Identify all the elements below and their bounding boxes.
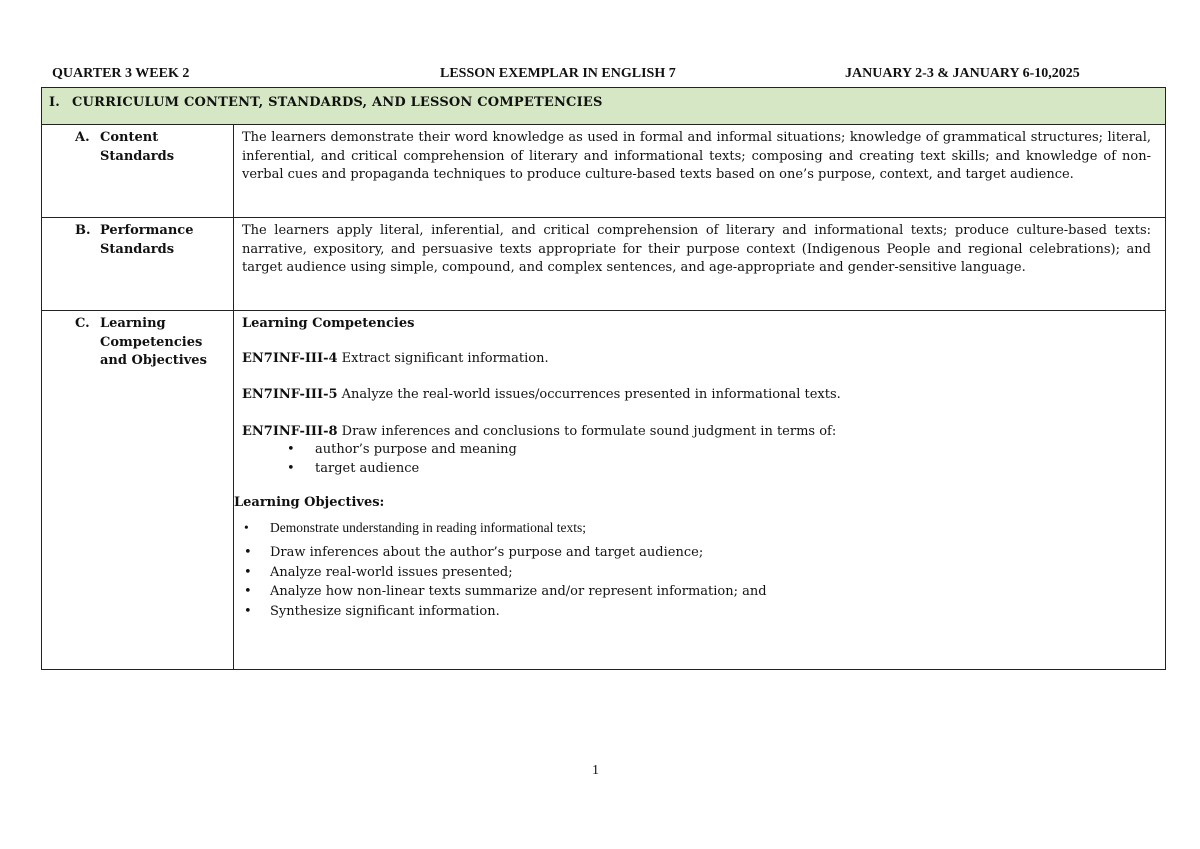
list-item: • target audience (287, 460, 1151, 479)
curriculum-table (41, 87, 1166, 670)
page-number: 1 (592, 763, 599, 778)
learning-competencies-label: Learning Competencies and Objectives (100, 316, 207, 368)
list-item: • Draw inferences about the author’s purpose and target audience; (244, 544, 1151, 563)
list-item: • Demonstrate understanding in reading informational texts; (244, 519, 1151, 538)
list-item: • Synthesize significant information. (244, 603, 1151, 622)
header-date-range: JANUARY 2-3 & JANUARY 6-10,2025 (845, 66, 1080, 81)
learning-competencies-label-cell (42, 311, 234, 670)
competency-text: Extract significant information. (337, 350, 549, 366)
performance-standards-text: The learners apply literal, inferential, and critical comprehension of literary and informational texts; produce culture-based texts: narrative, expository, and persuasive texts appropriate for their purpose context (Indigenous People and regional celebrations); and target audience using simple, compound, and complex sentences, and age-appropriate and gender-sensitive language. (234, 218, 1166, 311)
competency-code: EN7INF-III-8 (242, 423, 338, 439)
content-standards-label-cell (42, 125, 234, 218)
competency-item (242, 423, 1151, 442)
competency-code: EN7INF-III-5 (242, 387, 338, 402)
table-row-learning-competencies (42, 311, 1166, 670)
objectives-heading: Learning Objectives: (234, 495, 385, 510)
competency-sub-list (242, 441, 1151, 478)
document-header (52, 66, 1132, 86)
competency-item (242, 386, 1151, 405)
competency-code: EN7INF-III-4 (242, 350, 338, 366)
row-letter: C. (75, 316, 90, 331)
table-row-performance-standards (42, 218, 1166, 311)
competency-item (242, 350, 1151, 369)
header-lesson-title: LESSON EXEMPLAR IN ENGLISH 7 (440, 66, 676, 81)
competencies-heading: Learning Competencies (242, 316, 415, 331)
row-letter: B. (75, 223, 91, 238)
competency-text: Analyze the real-world issues/occurrences presented in informational texts. (337, 387, 841, 402)
section-title: CURRICULUM CONTENT, STANDARDS, AND LESSON COMPETENCIES (72, 95, 603, 110)
list-item: • Analyze real-world issues presented; (244, 564, 1151, 583)
objectives-list (242, 519, 1151, 622)
competency-text: Draw inferences and conclusions to formulate sound judgment in terms of: (337, 423, 837, 439)
list-item: • author’s purpose and meaning (287, 441, 1151, 460)
list-item: • Analyze how non-linear texts summarize and/or represent information; and (244, 583, 1151, 602)
section-title-cell (42, 88, 1166, 125)
content-standards-text: The learners demonstrate their word knowledge as used in formal and informal situations; knowledge of grammatical structures; literal, inferential, and critical comprehension of literary and informational texts; composing and creating text skills; and knowledge of non-verbal cues and propaganda techniques to produce culture-based texts based on one’s purpose, context, and target audience. (234, 125, 1166, 218)
performance-standards-label: Performance Standards (100, 223, 194, 257)
row-letter: A. (75, 130, 90, 145)
table-row-content-standards (42, 125, 1166, 218)
header-quarter-week: QUARTER 3 WEEK 2 (52, 66, 190, 81)
section-header-row (42, 88, 1166, 125)
section-number: I. (49, 95, 61, 110)
performance-standards-label-cell (42, 218, 234, 311)
learning-competencies-content (234, 311, 1166, 670)
content-standards-label: Content Standards (100, 130, 175, 164)
